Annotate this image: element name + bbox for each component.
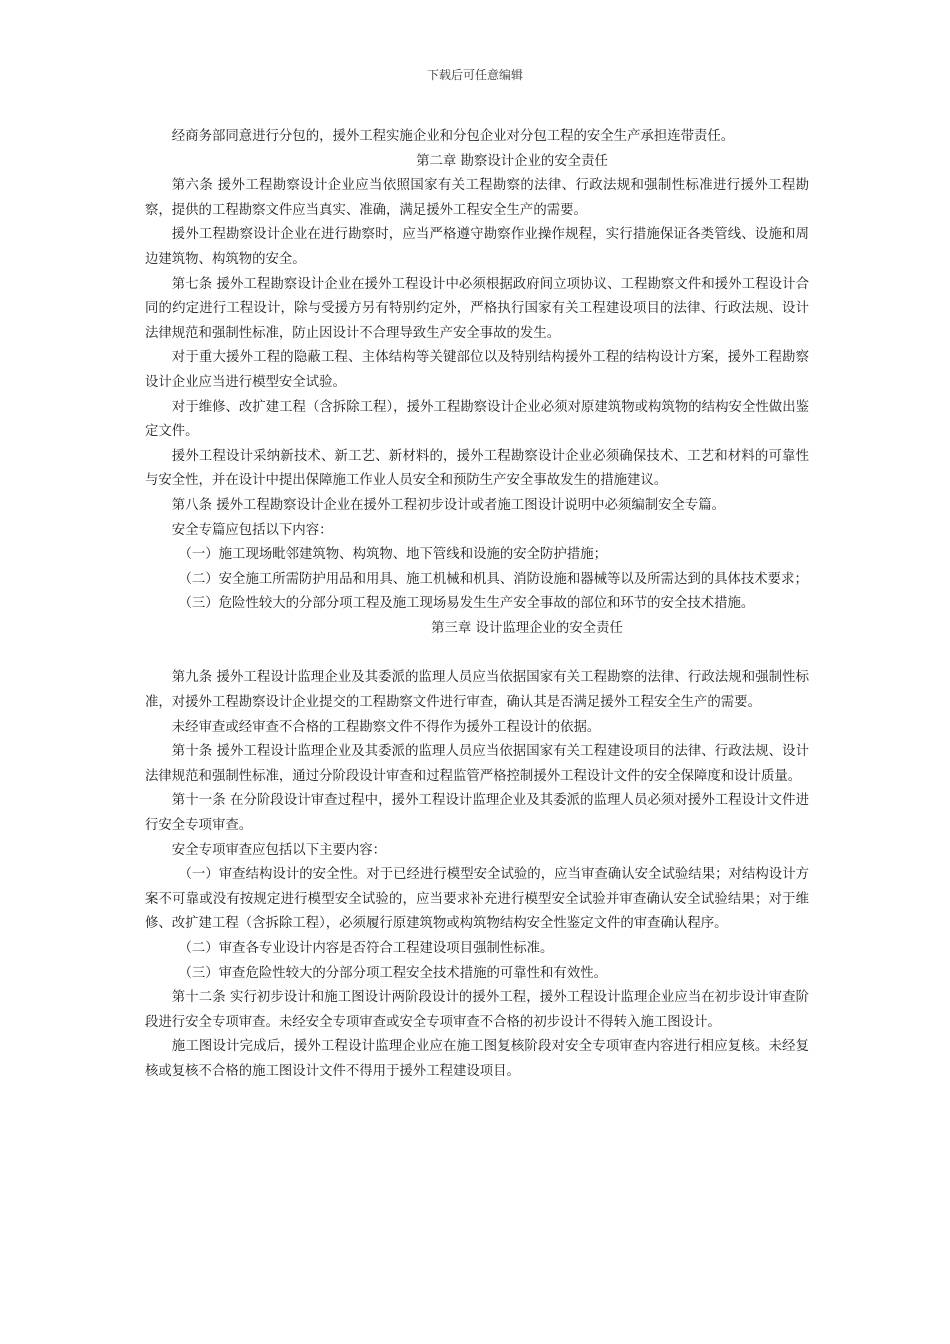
paragraph: 对于重大援外工程的隐蔽工程、主体结构等关键部位以及特别结构援外工程的结构设计方案，援外工程勘察设计企业应当进行模型安全试验。 <box>145 350 809 390</box>
document-body <box>145 125 809 1085</box>
paragraph: 第十条 援外工程设计监理企业及其委派的监理人员应当依据国家有关工程建设项目的法律、行政法规、设计法律规范和强制性标准，通过分阶段设计审查和过程监管严格控制援外工程设计文件的安全保障度和设计质量。 <box>145 744 809 784</box>
paragraph: 第十一条 在分阶段设计审查过程中，援外工程设计监理企业及其委派的监理人员必须对援外工程设计文件进行安全专项审查。 <box>145 793 809 834</box>
list-item: （二）安全施工所需防护用品和用具、施工机械和机具、消防设施和器械等以及所需达到的具体技术要求； <box>178 571 808 587</box>
paragraph: 经商务部同意进行分包的，援外工程实施企业和分包企业对分包工程的安全生产承担连带责任。 <box>171 129 735 144</box>
list-item: （一）施工现场毗邻建筑物、构筑物、地下管线和设施的安全防护措施； <box>178 547 607 563</box>
paragraph: 第七条 援外工程勘察设计企业在援外工程设计中必须根据政府间立项协议、工程勘察文件和援外工程设计合同的约定进行工程设计，除与受援方另有特别约定外，严格执行国家有关工程建设项目的法律、行政法规、设计法律规范和强制性标准，防止因设计不合理导致生产安全事故的发生。 <box>145 276 809 341</box>
chapter-heading: 第三章 设计监理企业的安全责任 <box>431 620 623 636</box>
spacer <box>145 641 809 666</box>
paragraph: 第六条 援外工程勘察设计企业应当依照国家有关工程勘察的法律、行政法规和强制性标准进行援外工程勘察，提供的工程勘察文件应当真实、准确，满足援外工程安全生产的需要。 <box>145 178 809 218</box>
paragraph: 未经审查或经审查不合格的工程勘察文件不得作为援外工程设计的依据。 <box>171 719 601 735</box>
paragraph: 第十二条 实行初步设计和施工图设计两阶段设计的援外工程，援外工程设计监理企业应当在初步设计审查阶段进行安全专项审查。未经安全专项审查或安全专项审查不合格的初步设计不得转入施工图设计。 <box>145 990 809 1030</box>
paragraph: 援外工程设计采纳新技术、新工艺、新材料的，援外工程勘察设计企业必须确保技术、工艺和材料的可靠性与安全性，并在设计中提出保障施工作业人员安全和预防生产安全事故发生的措施建议。 <box>145 448 809 489</box>
paragraph: 第九条 援外工程设计监理企业及其委派的监理人员应当依据国家有关工程勘察的法律、行政法规和强制性标准，对援外工程勘察设计企业提交的工程勘察文件进行审查，确认其是否满足援外工程安全生产的需要。 <box>145 670 809 711</box>
paragraph: 第八条 援外工程勘察设计企业在援外工程初步设计或者施工图设计说明中必须编制安全专篇。 <box>171 497 726 513</box>
chapter-heading: 第二章 勘察设计企业的安全责任 <box>416 153 608 169</box>
paragraph: 安全专篇应包括以下内容： <box>171 522 333 538</box>
list-item: （三）审查危险性较大的分部分项工程安全技术措施的可靠性和有效性。 <box>178 965 607 981</box>
list-item: （三）危险性较大的分部分项工程及施工现场易发生生产安全事故的部位和环节的安全技术措施。 <box>178 596 755 612</box>
paragraph: 施工图设计完成后，援外工程设计监理企业应在施工图复核阶段对安全专项审查内容进行相应复核。未经复核或复核不合格的施工图设计文件不得用于援外工程建设项目。 <box>145 1039 809 1079</box>
paragraph: 援外工程勘察设计企业在进行勘察时，应当严格遵守勘察作业操作规程，实行措施保证各类管线、设施和周边建筑物、构筑物的安全。 <box>145 227 809 267</box>
list-item: （二）审查各专业设计内容是否符合工程建设项目强制性标准。 <box>178 941 554 956</box>
paragraph: 对于维修、改扩建工程（含拆除工程），援外工程勘察设计企业必须对原建筑物或构筑物的结构安全性做出鉴定文件。 <box>145 399 809 440</box>
paragraph: 安全专项审查应包括以下主要内容： <box>171 842 387 858</box>
page-header-note: 下载后可任意编辑 <box>426 68 523 82</box>
list-item: （一）审查结构设计的安全性。对于已经进行模型安全试验的，应当审查确认安全试验结果；对结构设计方案不可靠或没有按规定进行模型安全试验的，应当要求补充进行模型安全试验并审查确认安全试验结果；对于维修、改扩建工程（含拆除工程），必须履行原建筑物或构筑物结构安全性鉴定文件的审查确认程序。 <box>145 867 809 932</box>
